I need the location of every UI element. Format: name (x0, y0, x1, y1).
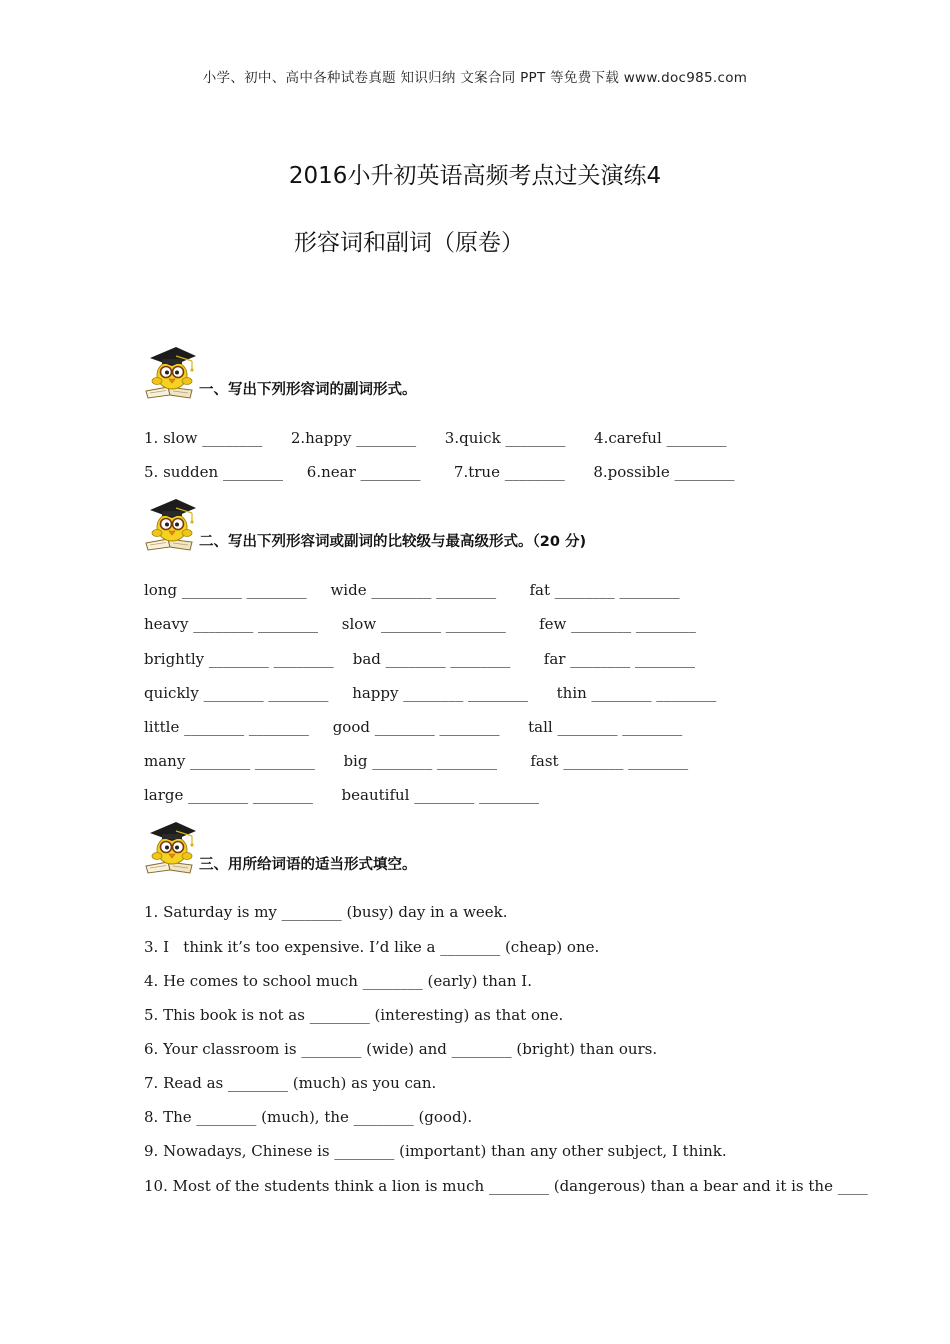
section-1-line: 5. sudden ________ 6.near ________ 7.true ________ 8.possible ________ (144, 463, 735, 481)
section-3-line: 5. This book is not as ________ (interesting) as that one. (144, 1006, 564, 1024)
section-1-line: 1. slow ________ 2.happy ________ 3.quick ________ 4.careful ________ (144, 429, 727, 447)
section-1-heading: 一、写出下列形容词的副词形式。 (199, 382, 417, 398)
section-2-line: quickly ________ ________ happy ________ ________ thin ________ ________ (144, 684, 717, 702)
document-title: 2016小升初英语高频考点过关演练4 (288, 163, 662, 189)
section-2-line: many ________ ________ big ________ ________ fast ________ ________ (144, 752, 689, 770)
section-2-line: little ________ ________ good ________ ________ tall ________ ________ (144, 718, 683, 736)
document-subtitle: 形容词和副词（原卷） (294, 230, 524, 256)
section-2-line: heavy ________ ________ slow ________ ________ few ________ ________ (144, 615, 696, 633)
section-2-heading: 二、写出下列形容词或副词的比较级与最高级形式。（20 分) (199, 534, 587, 550)
page-header: 小学、初中、高中各种试卷真题 知识归纳 文案合同 PPT 等免费下载 www.doc985.com (202, 70, 748, 86)
owl-scholar-icon (142, 816, 198, 874)
section-3-line: 1. Saturday is my ________ (busy) day in a week. (144, 903, 508, 921)
section-3-line: 8. The ________ (much), the ________ (good). (144, 1108, 473, 1126)
section-3-line: 10. Most of the students think a lion is much ________ (dangerous) than a bear and it is the ____ (144, 1177, 868, 1195)
owl-scholar-icon (142, 493, 198, 551)
section-2-line: large ________ ________ beautiful ________ ________ (144, 786, 539, 804)
section-3-line: 3. I think it’s too expensive. I’d like a ________ (cheap) one. (144, 938, 600, 956)
section-2-line: brightly ________ ________ bad ________ ________ far ________ ________ (144, 650, 696, 668)
section-2-line: long ________ ________ wide ________ ________ fat ________ ________ (144, 581, 680, 599)
section-3-line: 9. Nowadays, Chinese is ________ (important) than any other subject, I think. (144, 1142, 727, 1160)
section-3-line: 4. He comes to school much ________ (early) than I. (144, 972, 532, 990)
owl-scholar-icon (142, 341, 198, 399)
section-3-heading: 三、用所给词语的适当形式填空。 (199, 857, 417, 873)
section-3-line: 6. Your classroom is ________ (wide) and ________ (bright) than ours. (144, 1040, 658, 1058)
section-3-line: 7. Read as ________ (much) as you can. (144, 1074, 437, 1092)
